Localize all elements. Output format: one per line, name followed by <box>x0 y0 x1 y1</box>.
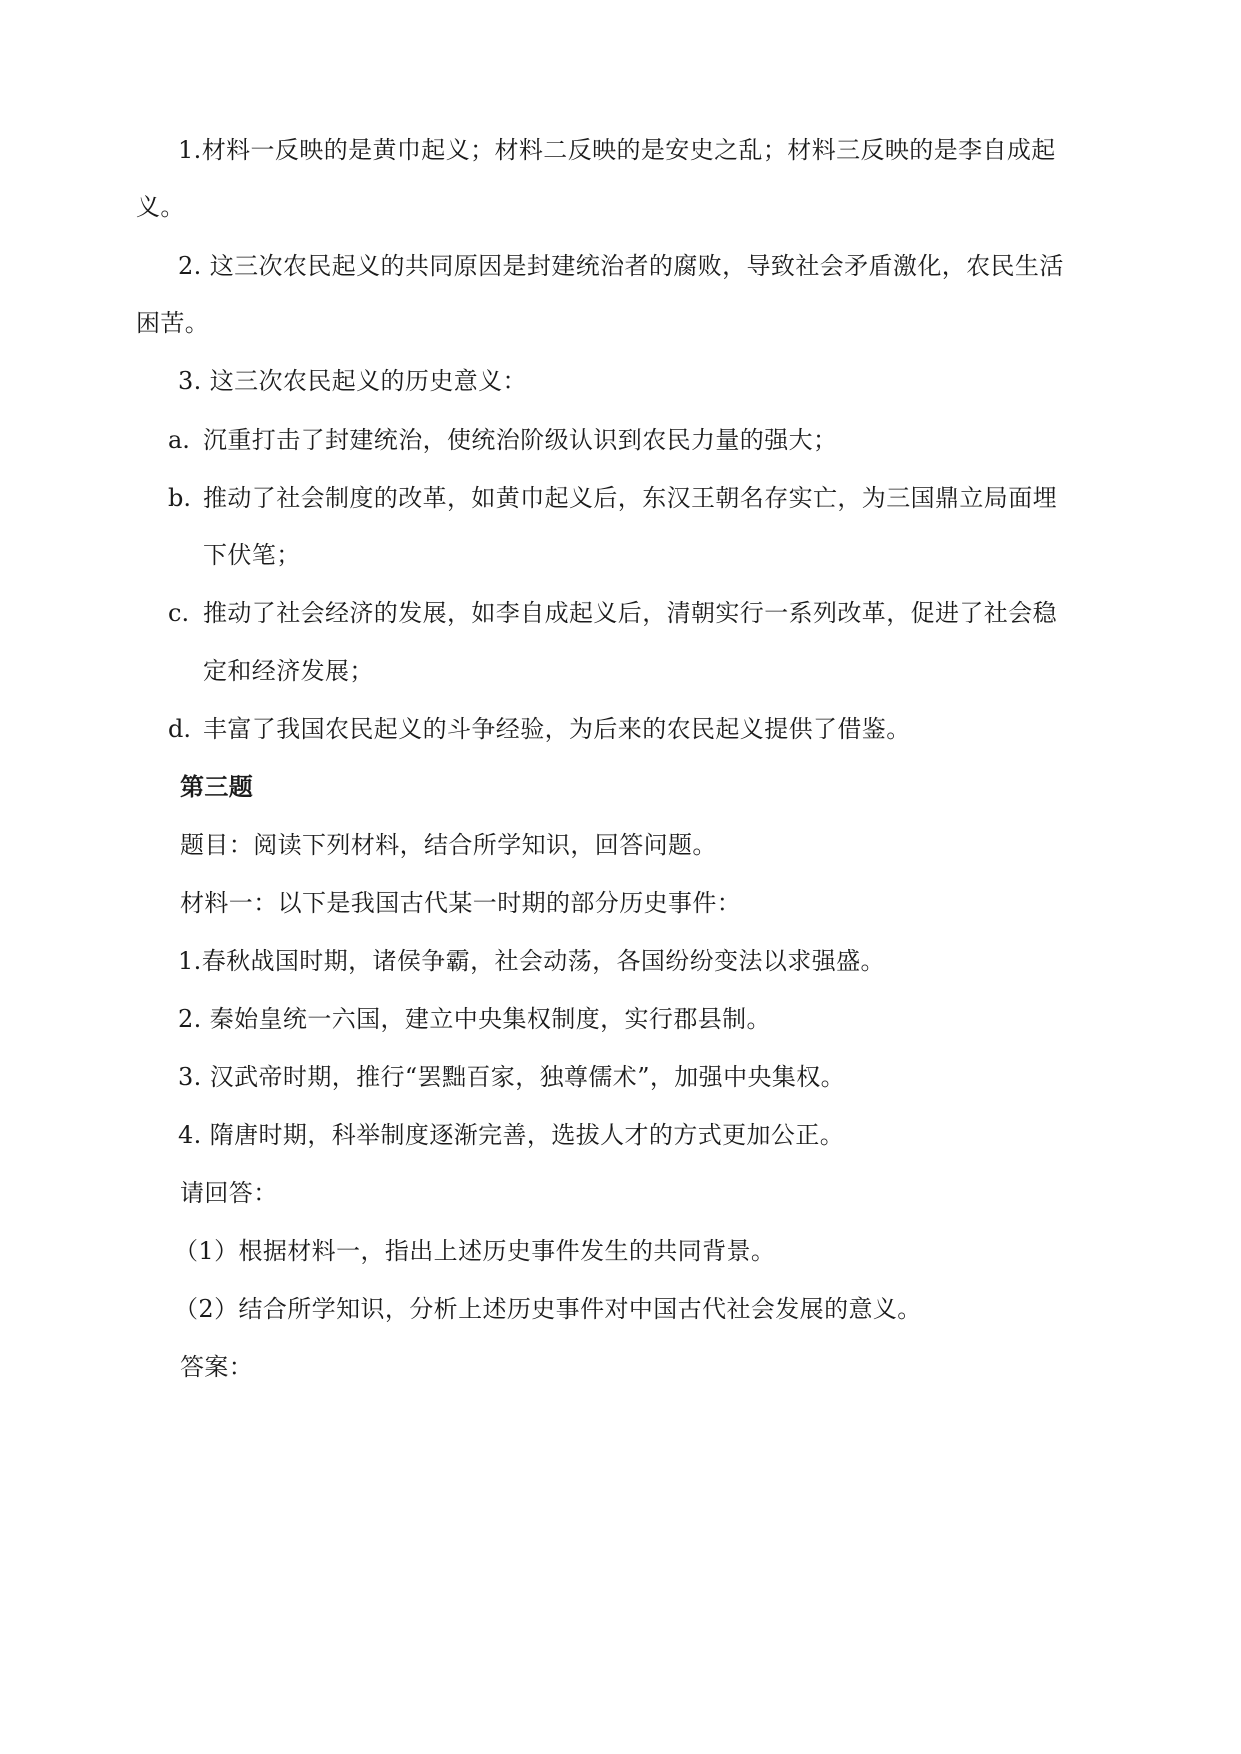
question-2: （2）结合所学知识，分析上述历史事件对中国古代社会发展的意义。 <box>174 1295 922 1323</box>
list-item-c-line-1: 推动了社会经济的发展，如李自成起义后，清朝实行一系列改革，促进了社会稳 <box>203 599 1057 627</box>
list-marker-d: d. <box>168 715 191 743</box>
event-item-4: 4. 隋唐时期，科举制度逐渐完善，选拔人才的方式更加公正。 <box>178 1121 845 1149</box>
question-prompt: 题目：阅读下列材料，结合所学知识，回答问题。 <box>180 831 717 859</box>
answer-item-3-intro: 3. 这三次农民起义的历史意义： <box>178 367 527 395</box>
material-intro: 材料一：以下是我国古代某一时期的部分历史事件： <box>180 889 742 917</box>
answer-item-2-line-2: 困苦。 <box>136 309 210 337</box>
answer-label: 答案： <box>180 1353 254 1381</box>
section-heading: 第三题 <box>180 773 254 801</box>
answer-item-2-line-1: 2. 这三次农民起义的共同原因是封建统治者的腐败，导致社会矛盾激化，农民生活 <box>178 252 1064 280</box>
event-item-1: 1.春秋战国时期，诸侯争霸，社会动荡，各国纷纷变法以求强盛。 <box>178 947 885 975</box>
answer-item-1-line-2: 义。 <box>136 193 185 221</box>
list-item-a-line-1: 沉重打击了封建统治，使统治阶级认识到农民力量的强大； <box>203 426 838 454</box>
list-item-b-line-1: 推动了社会制度的改革，如黄巾起义后，东汉王朝名存实亡，为三国鼎立局面埋 <box>203 484 1057 512</box>
answer-item-1-line-1: 1.材料一反映的是黄巾起义；材料二反映的是安史之乱；材料三反映的是李自成起 <box>178 136 1056 164</box>
question-1: （1）根据材料一，指出上述历史事件发生的共同背景。 <box>174 1237 776 1265</box>
list-item-c-line-2: 定和经济发展； <box>203 657 374 685</box>
event-item-2: 2. 秦始皇统一六国，建立中央集权制度，实行郡县制。 <box>178 1005 771 1033</box>
ask-label: 请回答： <box>180 1179 278 1207</box>
list-item-b-line-2: 下伏笔； <box>203 541 301 569</box>
list-item-d-line-1: 丰富了我国农民起义的斗争经验，为后来的农民起义提供了借鉴。 <box>203 715 911 743</box>
list-marker-c: c. <box>168 599 190 627</box>
event-item-3: 3. 汉武帝时期，推行“罢黜百家，独尊儒术”，加强中央集权。 <box>178 1063 846 1091</box>
list-marker-b: b. <box>168 484 191 512</box>
list-marker-a: a. <box>168 426 190 454</box>
